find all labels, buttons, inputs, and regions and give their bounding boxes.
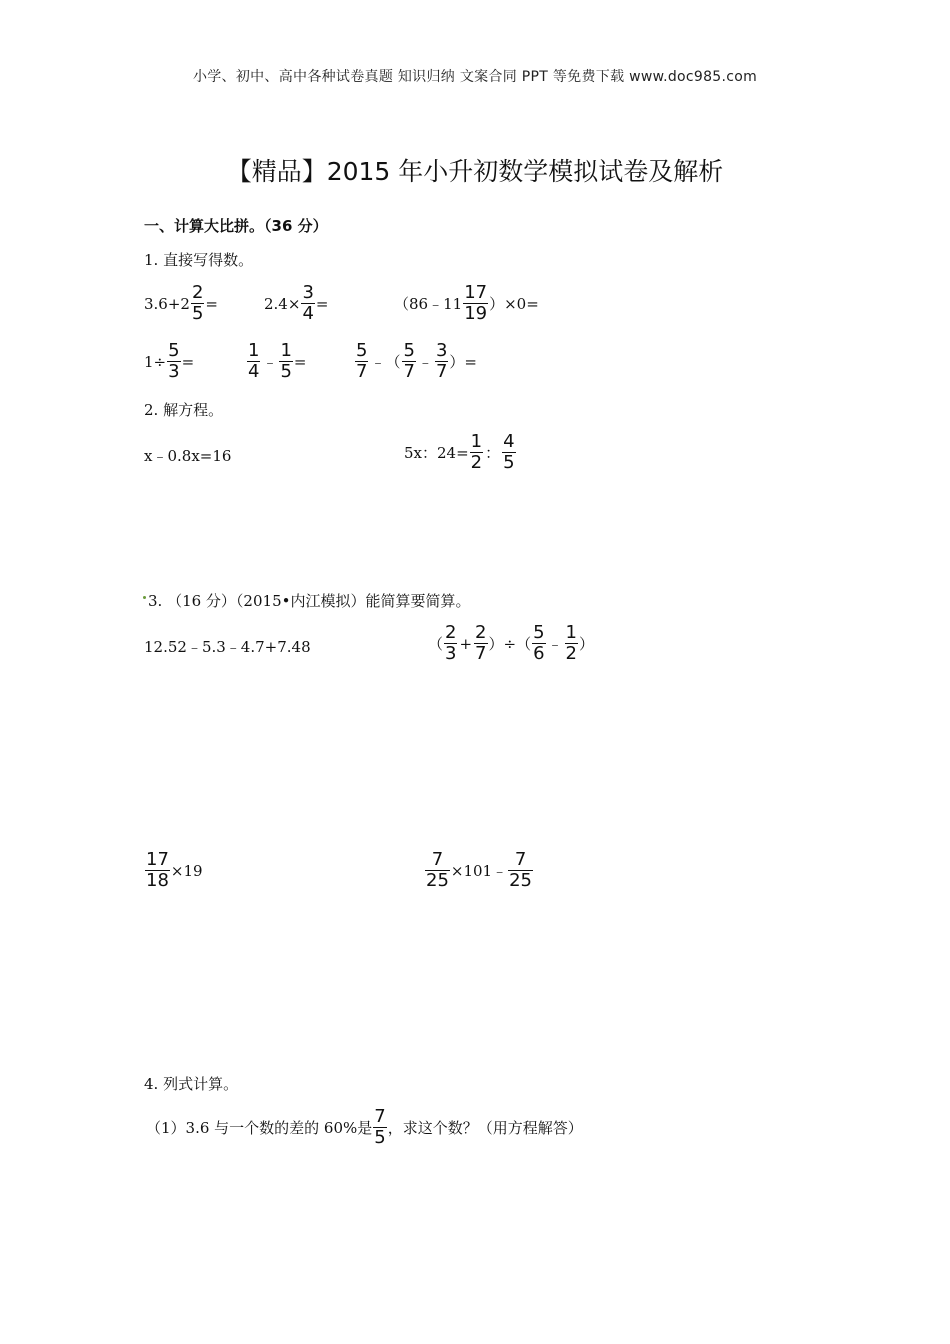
fraction bbox=[167, 341, 180, 382]
equation-2-1: x﹣0.8x=16 bbox=[144, 447, 232, 465]
question-1-label: 1. 直接写得数。 bbox=[144, 251, 254, 269]
expr-text: ）= bbox=[449, 353, 477, 372]
denominator: 3 bbox=[445, 643, 457, 665]
expr-text: 5x：24= bbox=[404, 444, 469, 463]
expr-text: 3.6+2 bbox=[144, 294, 190, 313]
numerator: 7 bbox=[514, 849, 527, 870]
expr-text: = bbox=[315, 294, 329, 313]
expression-3-2 bbox=[428, 623, 594, 664]
fraction bbox=[191, 283, 204, 324]
expr-operator: ﹣（ bbox=[370, 353, 401, 372]
expression-1-6 bbox=[354, 341, 477, 382]
page-title: 【精品】2015 年小升初数学模拟试卷及解析 bbox=[226, 157, 724, 186]
expr-operator: ﹣ bbox=[417, 353, 433, 372]
question-4-label: 4. 列式计算。 bbox=[144, 1075, 239, 1093]
numerator: 3 bbox=[435, 340, 448, 361]
denominator: 5 bbox=[191, 303, 204, 325]
equation-2-2 bbox=[404, 432, 517, 473]
fraction bbox=[532, 623, 545, 664]
question-2-label: 2. 解方程。 bbox=[144, 401, 224, 419]
denominator: 5 bbox=[503, 452, 515, 474]
expr-text: ×101﹣ bbox=[450, 862, 508, 881]
numerator: 1 bbox=[565, 622, 577, 643]
numerator: 17 bbox=[464, 282, 488, 303]
expr-text: 2.4× bbox=[264, 294, 301, 313]
denominator: 7 bbox=[475, 643, 487, 665]
numerator: 5 bbox=[168, 340, 180, 361]
expr-operator: ﹣ bbox=[547, 635, 563, 654]
numerator: 7 bbox=[374, 1106, 386, 1127]
fraction bbox=[301, 283, 314, 324]
fraction bbox=[463, 283, 488, 324]
expr-text: （86﹣11 bbox=[394, 295, 463, 314]
expr-text: ，求这个数？（用方程解答） bbox=[387, 1119, 583, 1138]
expression-3-1: 12.52﹣5.3﹣4.7+7.48 bbox=[144, 638, 311, 656]
numerator: 3 bbox=[302, 282, 314, 303]
expression-1-4 bbox=[144, 341, 194, 382]
expr-text: （1）3.6 与一个数的差的 60%是 bbox=[146, 1119, 373, 1138]
denominator: 18 bbox=[146, 870, 169, 892]
expr-text: = bbox=[293, 352, 307, 371]
denominator: 6 bbox=[533, 643, 545, 665]
section-heading: 一、计算大比拼。（36 分） bbox=[144, 217, 328, 235]
numerator: 1 bbox=[280, 340, 292, 361]
numerator: 1 bbox=[470, 431, 483, 452]
word-problem-1 bbox=[146, 1107, 583, 1148]
fraction bbox=[402, 341, 415, 382]
expression-1-3 bbox=[394, 283, 539, 324]
expr-text: 1÷ bbox=[144, 352, 167, 371]
denominator: 2 bbox=[565, 643, 577, 665]
numerator: 2 bbox=[445, 622, 457, 643]
expr-text: ）×0= bbox=[489, 295, 539, 314]
expr-text: （ bbox=[428, 635, 444, 654]
expression-1-5 bbox=[246, 341, 307, 382]
denominator: 4 bbox=[248, 361, 260, 383]
expr-text: = bbox=[205, 294, 218, 313]
numerator: 17 bbox=[146, 849, 169, 870]
fraction bbox=[444, 623, 457, 664]
denominator: 25 bbox=[509, 870, 533, 892]
fraction bbox=[247, 341, 260, 382]
fraction bbox=[474, 623, 487, 664]
numerator: 5 bbox=[533, 622, 545, 643]
bullet-dot bbox=[143, 596, 146, 599]
expr-text: ）÷（ bbox=[488, 635, 532, 654]
expr-operator: ： bbox=[485, 444, 501, 463]
expr-operator: ﹣ bbox=[262, 353, 278, 372]
numerator: 5 bbox=[356, 340, 368, 361]
fraction bbox=[435, 341, 448, 382]
fraction bbox=[502, 432, 515, 473]
numerator: 4 bbox=[503, 431, 515, 452]
denominator: 7 bbox=[356, 361, 368, 383]
expression-3-4 bbox=[424, 850, 534, 891]
expression-1-1 bbox=[144, 283, 218, 324]
numerator: 7 bbox=[431, 849, 444, 870]
expr-text: = bbox=[181, 352, 195, 371]
fraction bbox=[355, 341, 368, 382]
expr-operator: + bbox=[459, 634, 473, 653]
fraction bbox=[425, 850, 450, 891]
denominator: 5 bbox=[280, 361, 292, 383]
fraction bbox=[565, 623, 578, 664]
denominator: 7 bbox=[435, 361, 448, 383]
denominator: 25 bbox=[426, 870, 449, 892]
denominator: 4 bbox=[302, 303, 314, 325]
denominator: 3 bbox=[168, 361, 180, 383]
denominator: 5 bbox=[374, 1127, 386, 1149]
expr-text: ） bbox=[579, 635, 595, 654]
question-3-label: 3. （16 分）（2015•内江模拟）能简算要简算。 bbox=[148, 592, 471, 610]
fraction bbox=[279, 341, 292, 382]
fraction bbox=[470, 432, 483, 473]
expression-1-2 bbox=[264, 283, 328, 324]
page-header: 小学、初中、高中各种试卷真题 知识归纳 文案合同 PPT 等免费下载 www.doc985.com bbox=[192, 69, 758, 85]
expr-text: ×19 bbox=[170, 861, 203, 880]
expression-3-3 bbox=[144, 850, 203, 891]
numerator: 2 bbox=[191, 282, 204, 303]
numerator: 2 bbox=[475, 622, 487, 643]
denominator: 19 bbox=[464, 303, 488, 325]
denominator: 7 bbox=[403, 361, 415, 383]
numerator: 1 bbox=[248, 340, 260, 361]
fraction bbox=[373, 1107, 386, 1148]
fraction bbox=[145, 850, 170, 891]
fraction bbox=[508, 850, 533, 891]
denominator: 2 bbox=[470, 452, 483, 474]
numerator: 5 bbox=[403, 340, 415, 361]
